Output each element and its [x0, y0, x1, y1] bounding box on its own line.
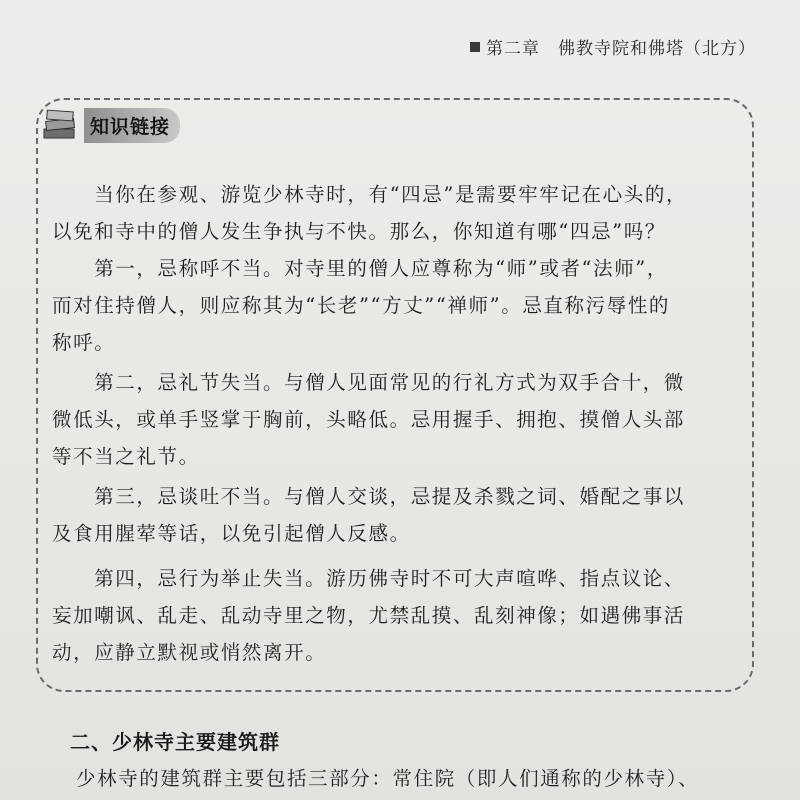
text-line: 称呼。 — [52, 331, 116, 354]
section-body-text: 少林寺的建筑群主要包括三部分：常住院（即人们通称的少林寺）、 — [76, 767, 700, 790]
chapter-header — [470, 34, 756, 59]
paragraph-taboo-1 — [52, 250, 752, 361]
text-line: 及食用腥荤等话，以免引起僧人反感。 — [52, 522, 411, 545]
section-heading: 二、少林寺主要建筑群 — [70, 730, 280, 754]
text-line: 动，应静立默视或悄然离开。 — [52, 641, 327, 664]
text-line: 第三，忌谈吐不当。与僧人交谈，忌提及杀戮之词、婚配之事以 — [52, 485, 686, 508]
text-line: 等不当之礼节。 — [52, 445, 200, 468]
badge-title: 知识链接 — [84, 108, 180, 143]
books-icon — [40, 105, 80, 145]
text-line: 第二，忌礼节失当。与僧人见面常见的行礼方式为双手合十，微 — [52, 371, 686, 394]
text-line: 妄加嘲讽、乱走、乱动寺里之物，尤禁乱摸、乱刻神像；如遇佛事活 — [52, 604, 686, 627]
text-line: 当你在参观、游览少林寺时，有“四忌”是需要牢牢记在心头的， — [52, 183, 688, 206]
text-line: 以免和寺中的僧人发生争执与不快。那么，你知道有哪“四忌”吗？ — [52, 220, 666, 243]
bullet-square-icon — [470, 42, 480, 52]
text-line: 第一，忌称呼不当。对寺里的僧人应尊称为“师”或者“法师”， — [52, 257, 668, 280]
knowledge-link-badge — [40, 104, 198, 146]
paragraph-taboo-2 — [52, 364, 752, 475]
chapter-header-text: 第二章 佛教寺院和佛塔（北方） — [486, 39, 756, 59]
paragraph-taboo-3 — [52, 478, 752, 552]
text-line: 而对住持僧人，则应称其为“长老”“方丈”“禅师”。忌直称污辱性的 — [52, 294, 671, 317]
text-line: 微低头，或单手竖掌于胸前，头略低。忌用握手、拥抱、摸僧人头部 — [52, 408, 686, 431]
paragraph-intro — [52, 176, 752, 250]
text-line: 第四，忌行为举止失当。游历佛寺时不可大声喧哗、指点议论、 — [52, 567, 686, 590]
paragraph-taboo-4 — [52, 560, 752, 671]
